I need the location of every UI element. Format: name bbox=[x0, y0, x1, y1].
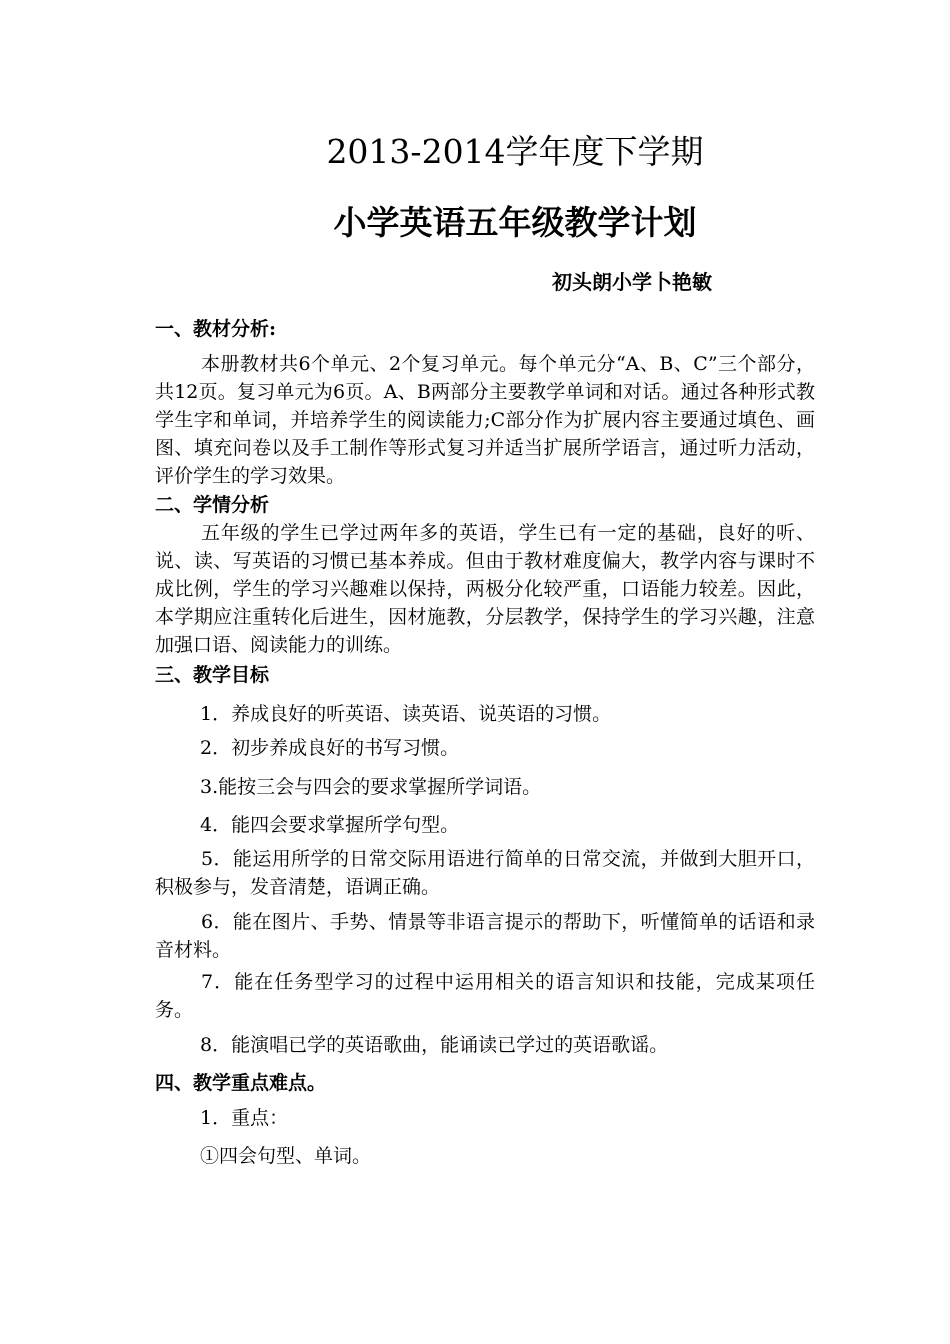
goal-item: 5．能运用所学的日常交际用语进行简单的日常交流，并做到大胆开口，积极参与，发音清楚，语调正确。 bbox=[155, 848, 815, 898]
goal-item: 3.能按三会与四会的要求掌握所学词语。 bbox=[200, 776, 542, 798]
goal-item: 6．能在图片、手势、情景等非语言提示的帮助下，听懂简单的话语和录音材料。 bbox=[155, 911, 815, 961]
section-heading-key-points: 四、教学重点难点。 bbox=[155, 1072, 327, 1094]
key-point-item: ①四会句型、单词。 bbox=[200, 1145, 372, 1167]
document-title-plan: 小学英语五年级教学计划 bbox=[333, 203, 697, 242]
goal-item: 2．初步养成良好的书写习惯。 bbox=[200, 737, 460, 759]
key-point-item: 1．重点： bbox=[200, 1107, 289, 1129]
section-heading-textbook-analysis: 一、教材分析: bbox=[155, 318, 277, 340]
section-heading-teaching-goals: 三、教学目标 bbox=[155, 664, 270, 686]
goal-item: 1．养成良好的听英语、读英语、说英语的习惯。 bbox=[200, 703, 612, 725]
textbook-analysis-paragraph: 本册教材共6个单元、2个复习单元。每个单元分“A、B、C”三个部分，共12页。复习单元为6页。A、B两部分主要教学单词和对话。通过各种形式教学生字和单词，并培养学生的阅读能力;C部分作为扩展内容主要通过填色、画图、填充问卷以及手工制作等形式复习并适当扩展所学语言，通过听力活动，评价学生的学习效果。 bbox=[155, 353, 815, 487]
goal-item: 7．能在任务型学习的过程中运用相关的语言知识和技能，完成某项任务。 bbox=[155, 971, 815, 1021]
goal-item: 8．能演唱已学的英语歌曲，能诵读已学过的英语歌谣。 bbox=[200, 1034, 669, 1056]
document-title-year: 2013-2014学年度下学期 bbox=[326, 132, 704, 171]
student-analysis-paragraph: 五年级的学生已学过两年多的英语，学生已有一定的基础，良好的听、说、读、写英语的习惯已基本养成。但由于教材难度偏大，教学内容与课时不成比例，学生的学习兴趣难以保持，两极分化较严重，口语能力较差。因此，本学期应注重转化后进生，因材施教，分层教学，保持学生的学习兴趣，注意加强口语、阅读能力的训练。 bbox=[155, 522, 815, 656]
goal-item: 4．能四会要求掌握所学句型。 bbox=[200, 814, 460, 836]
section-heading-student-analysis: 二、学情分析 bbox=[155, 494, 270, 516]
author-line: 初头朗小学卜艳敏 bbox=[552, 270, 712, 294]
